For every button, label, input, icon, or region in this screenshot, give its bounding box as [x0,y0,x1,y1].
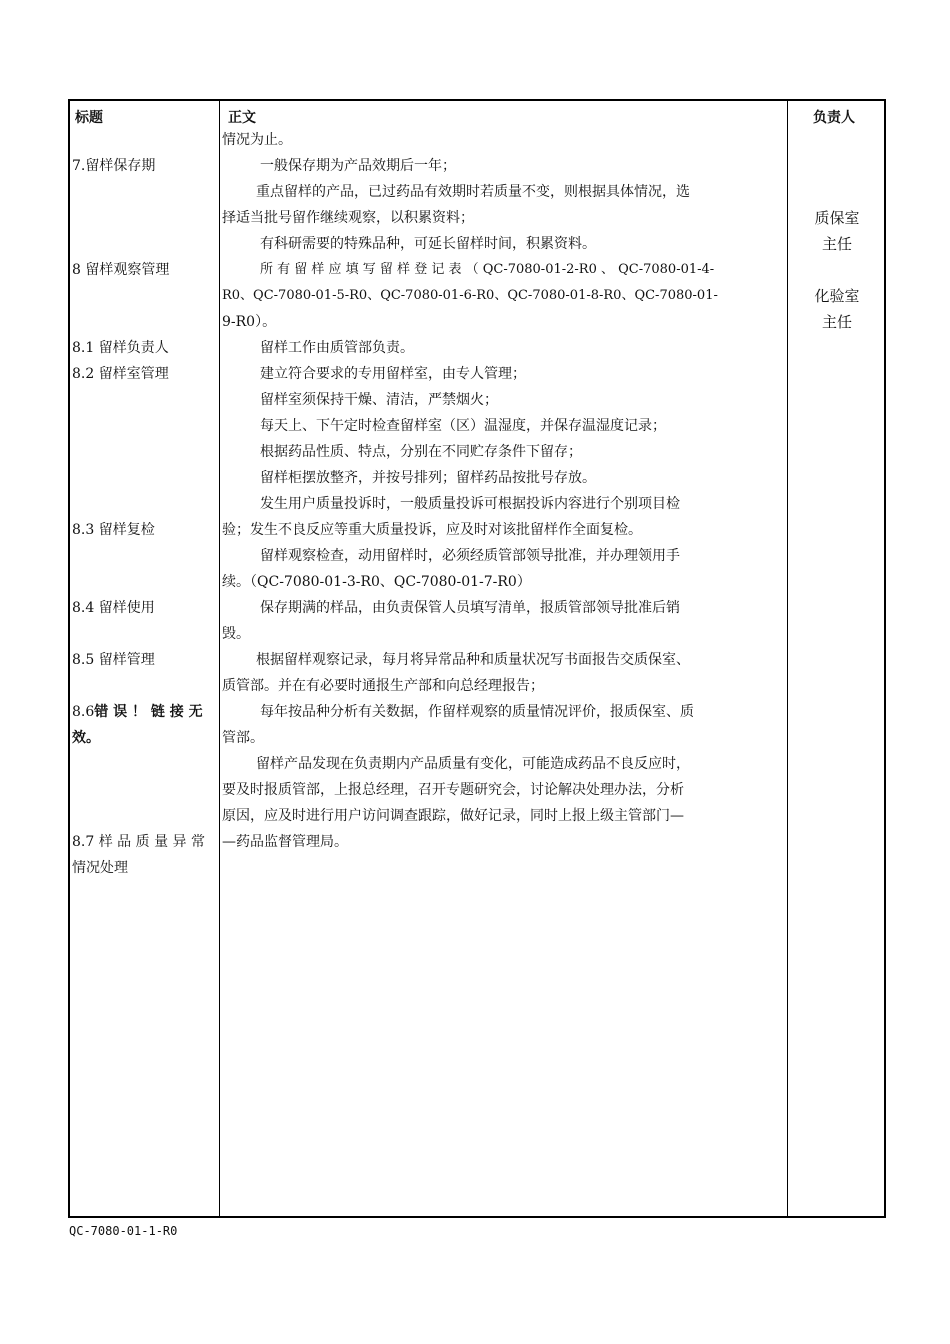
body-line: 保存期满的样品，由负责保管人员填写清单，报质管部领导批准后销 [260,600,680,616]
body-line: 管部。 [222,730,264,746]
body-line: 重点留样的产品，已过药品有效期时若质量不变，则根据具体情况，选 [256,184,690,200]
owner-label: 化验室 [814,287,860,305]
body-line: 原因，应及时进行用户访问调查跟踪，做好记录，同时上报上级主管部门— [222,808,684,824]
section-title: 8.5 留样管理 [72,652,155,668]
body-line: 建立符合要求的专用留样室，由专人管理； [260,366,526,382]
body-line: 一般保存期为产品效期后一年； [260,158,456,174]
section-title: 8.7 样 品 质 量 异 常 [72,834,205,850]
section-title: 7.留样保存期 [72,158,156,174]
section-title: 8.1 留样负责人 [72,340,169,356]
body-line: R0、QC-7080-01-5-R0、QC-7080-01-6-R0、QC-7080-01-8-R0、QC-7080-01- [222,288,718,303]
error-text: 效。 [72,730,100,746]
body-line: 每天上、下午定时检查留样室（区）温湿度，并保存温湿度记录； [260,418,666,434]
body-line: 情况为止。 [222,132,292,148]
body-line: 根据留样观察记录，每月将异常品种和质量状况写书面报告交质保室、 [256,652,690,668]
body-line: 择适当批号留作继续观察，以积累资料； [222,210,474,226]
section-title [72,699,203,725]
body-line: 留样产品发现在负责期内产品质量有变化，可能造成药品不良反应时， [256,756,690,772]
document-code: QC-7080-01-1-R0 [69,1224,178,1238]
section-title: 8 留样观察管理 [72,262,170,278]
body-line: 根据药品性质、特点，分别在不同贮存条件下留存； [260,444,582,460]
section-title: 8.3 留样复检 [72,522,155,538]
body-line: 留样工作由质管部负责。 [260,340,414,356]
section-number: 8.6 [72,704,95,720]
body-line: 毁。 [222,626,250,642]
body-line: 发生用户质量投诉时，一般质量投诉可根据投诉内容进行个别项目检 [260,496,680,512]
body-line: 续。（QC-7080-01-3-R0、QC-7080-01-7-R0） [222,574,531,590]
owner-label: 主任 [821,313,852,331]
body-line: 要及时报质管部，上报总经理，召开专题研究会，讨论解决处理办法，分析 [222,782,684,798]
column-divider [219,101,220,1216]
section-title: 8.4 留样使用 [72,600,155,616]
body-line: 留样室须保持干燥、清洁，严禁烟火； [260,392,498,408]
header-owner: 负责人 [813,110,855,126]
body-line: 质管部。并在有必要时通报生产部和向总经理报告； [222,678,544,694]
body-line: —药品监督管理局。 [222,834,348,850]
document-table [68,99,886,1218]
body-line: 有科研需要的特殊品种，可延长留样时间，积累资料。 [260,236,596,252]
body-line: 每年按品种分析有关数据，作留样观察的质量情况评价，报质保室、质 [260,704,694,720]
body-line: 9-R0）。 [222,314,277,330]
column-divider [787,101,788,1216]
owner-label: 主任 [821,235,852,253]
header-body: 正文 [228,110,256,126]
section-title: 8.2 留样室管理 [72,366,169,382]
owner-label: 质保室 [814,209,860,227]
body-line: 验；发生不良反应等重大质量投诉，应及时对该批留样作全面复检。 [222,522,642,538]
header-title: 标题 [75,110,103,126]
body-line: 留样观察检查，动用留样时，必须经质管部领导批准，并办理领用手 [260,548,680,564]
body-line: 留样柜摆放整齐，并按号排列；留样药品按批号存放。 [260,470,596,486]
error-text: 错 误 ！ 链 接 无 [94,704,203,720]
body-line: 所 有 留 样 应 填 写 留 样 登 记 表 （ QC-7080-01-2-R0 、 QC-7080-01-4- [260,262,715,277]
section-title: 情况处理 [72,860,128,876]
